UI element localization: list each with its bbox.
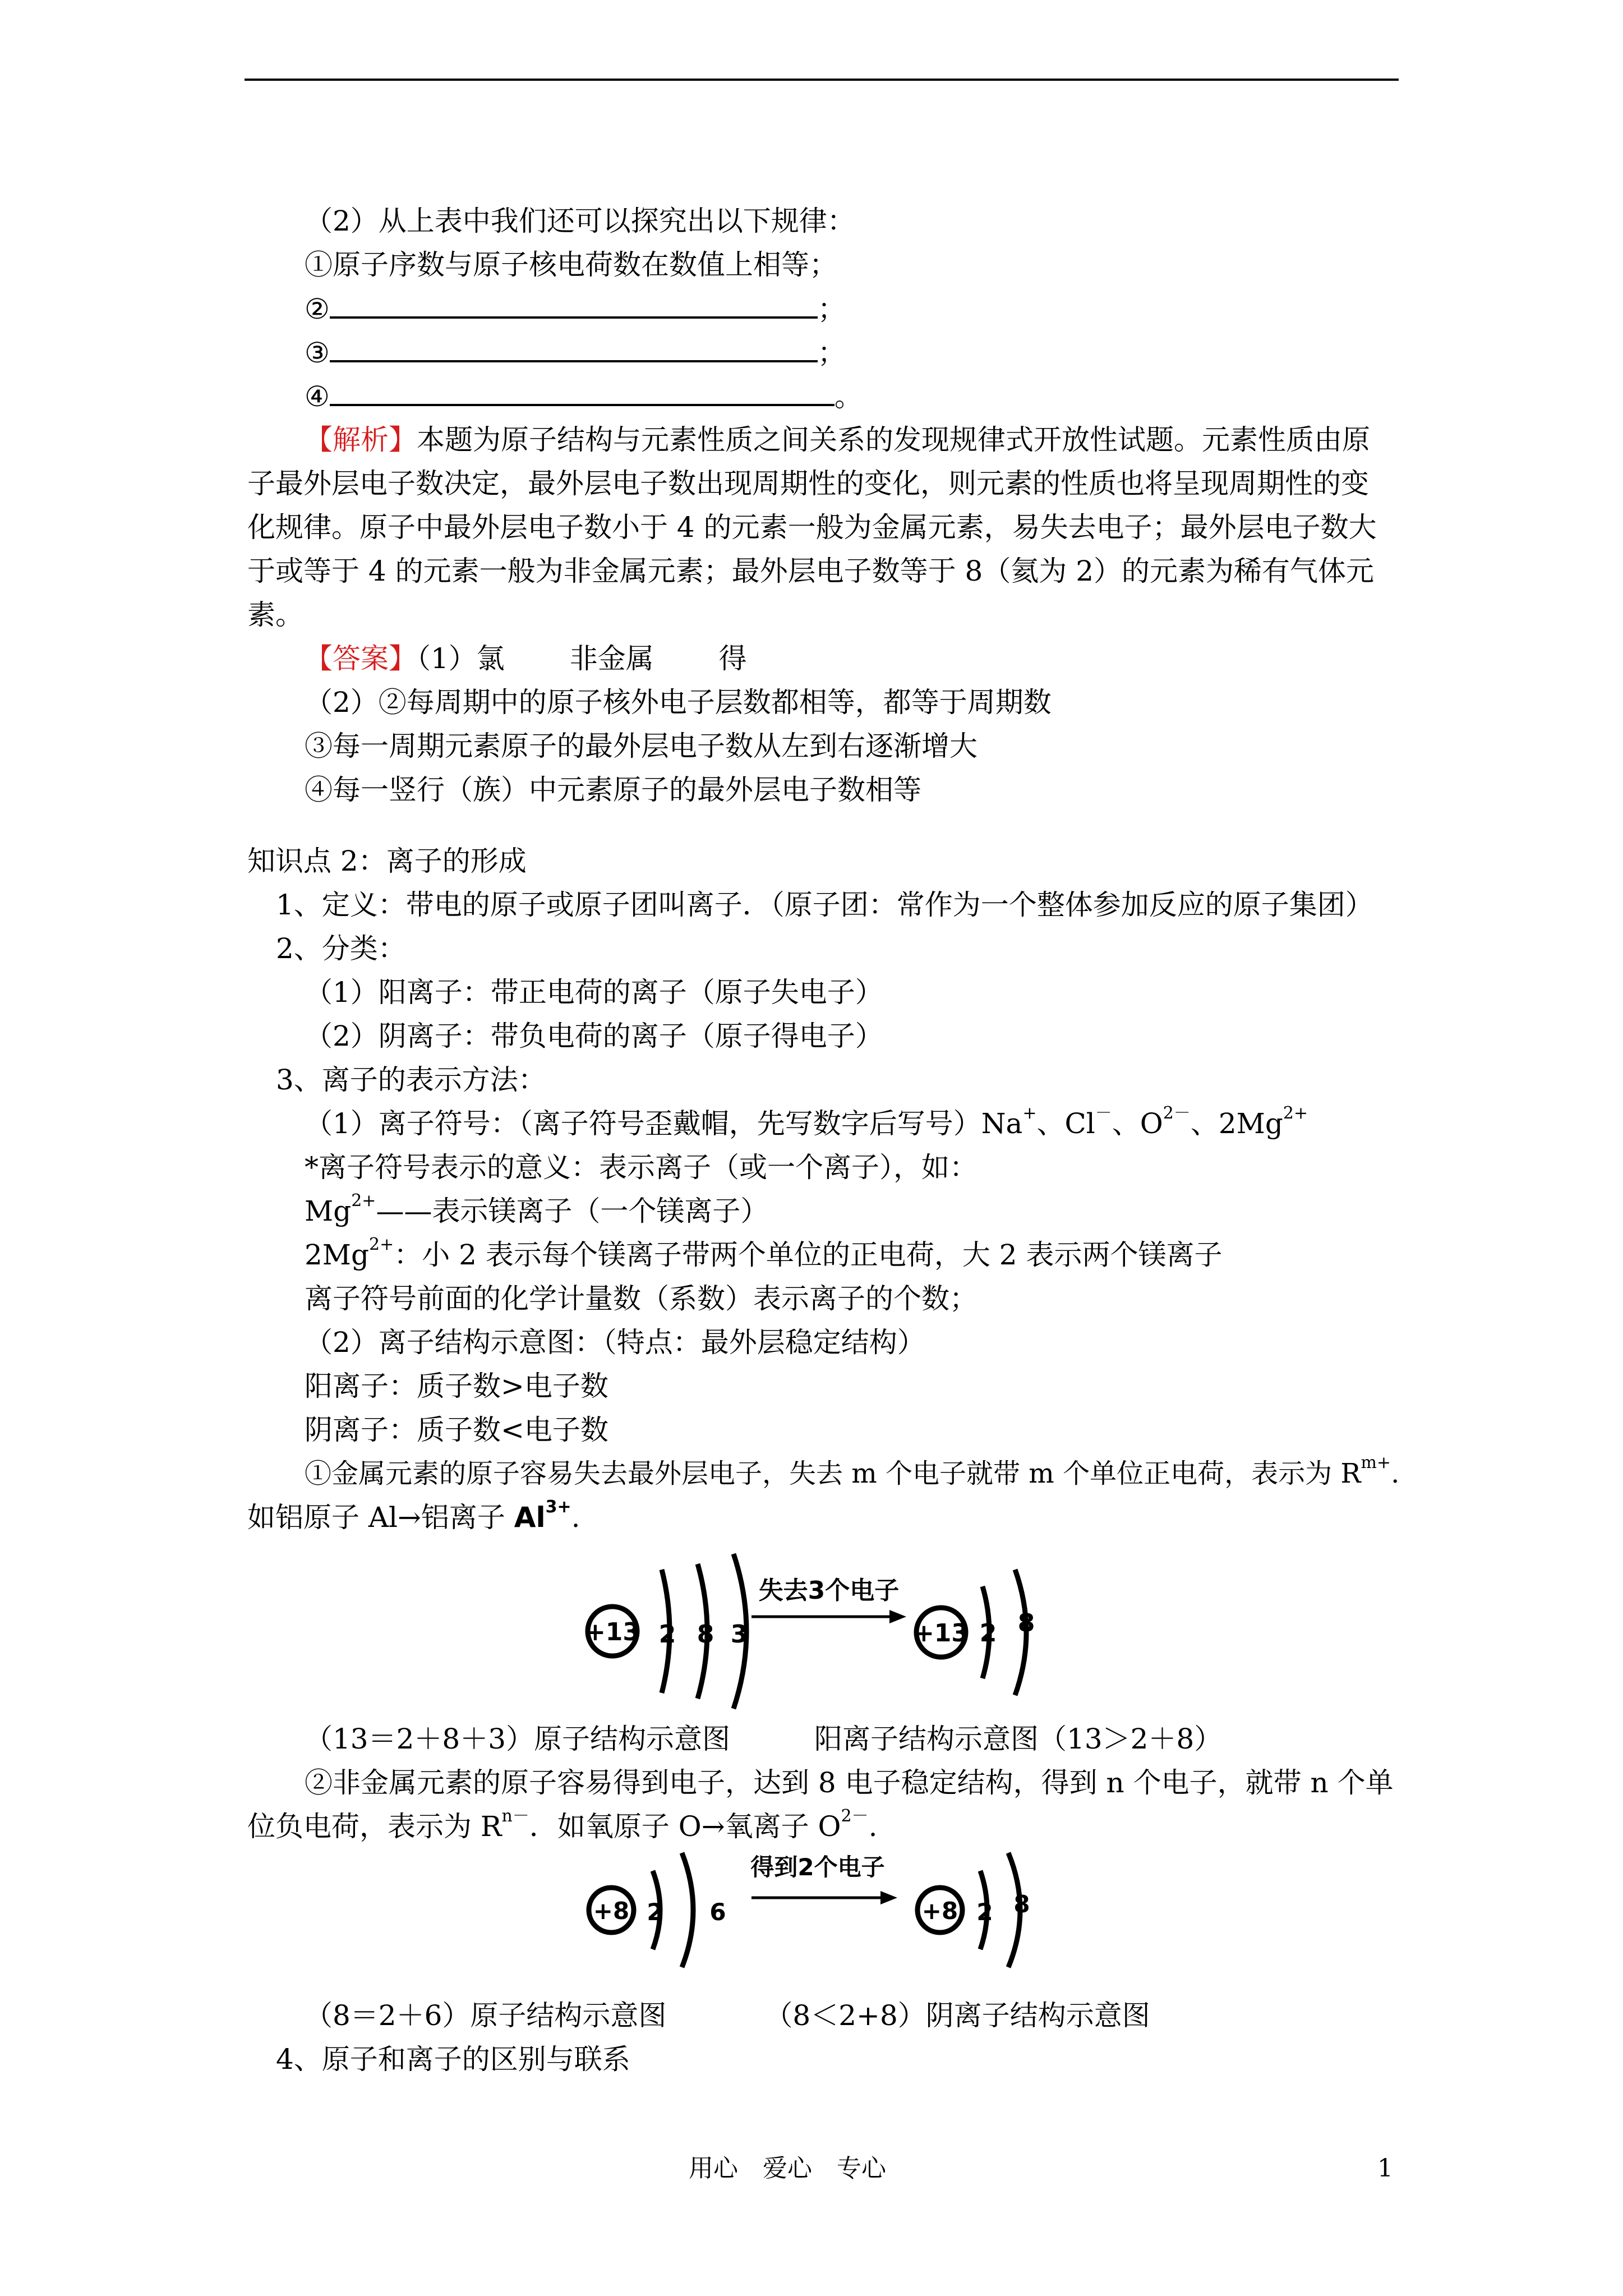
o-ion-diagram: [583, 1843, 1049, 1983]
rule-3-blank: ③ ；: [305, 334, 846, 370]
kp2-method: 3、离子的表示方法：: [276, 1064, 546, 1096]
kp2-al-example: 如铝原子 Al→铝离子 $Al^{3+}$.: [247, 1497, 580, 1534]
kp2-o-example: 位负电荷，表示为 $R^{n-}$．如氧原子 O→氧离子 $O^{2-}$.: [247, 1806, 878, 1843]
al-ion-diagram: [583, 1547, 1066, 1715]
answer-line-1: 【答案】（1）氯 非金属 得: [305, 642, 747, 675]
svg-text:失去3个电子: 失去3个电子: [758, 1576, 900, 1605]
footer-slogan: 用心 爱心 专心: [689, 2154, 886, 2183]
al-diagram-caption: （13＝2＋8＋3）原子结构示意图 阳离子结构示意图（13＞2＋8）: [305, 1723, 1223, 1755]
svg-text:得到2个电子: 得到2个电子: [750, 1853, 885, 1881]
svg-text:+8: +8: [593, 1897, 630, 1925]
rule-intro: （2）从上表中我们还可以探究出以下规律：: [305, 205, 855, 237]
answer-tag: 【答案】: [305, 642, 417, 675]
kp2-classification: 2、分类：: [276, 932, 406, 965]
o-diagram-caption: （8＝2＋6）原子结构示意图 （8＜2+8）阴离子结构示意图: [305, 1999, 1150, 2032]
analysis-line-4: 于或等于 4 的元素一般为非金属元素；最外层电子数等于 8（氦为 2）的元素为稀有气体元: [247, 555, 1375, 587]
kp2-difference: 4、原子和离子的区别与联系: [276, 2043, 630, 2076]
fill-blank: [330, 378, 834, 406]
kp2-2mg-ion: $2Mg^{2+}$：小 2 表示每个镁离子带两个单位的正电荷，大 2 表示两个镁离子: [305, 1235, 1223, 1271]
o-diagram-svg: [583, 1843, 1049, 1983]
fill-blank: [330, 334, 818, 362]
svg-text:+8: +8: [921, 1897, 958, 1925]
rule-4-blank: ④ 。: [305, 378, 863, 414]
kp2-structure: （2）离子结构示意图：（特点：最外层稳定结构）: [305, 1326, 925, 1359]
kp2-mg-ion: $Mg^{2+}——$表示镁离子（一个镁离子）: [305, 1191, 769, 1227]
svg-text:+13: +13: [913, 1619, 969, 1648]
page-number: 1: [1377, 2154, 1393, 2183]
o-atom-shell-2: [682, 1853, 693, 1967]
kp2-anion: （2）阴离子：带负电荷的离子（原子得电子）: [305, 1020, 883, 1052]
analysis-line-1: 【解析】本题为原子结构与元素性质之间关系的发现规律式开放性试题。元素性质由原: [305, 424, 1370, 456]
rule-2-blank: ② ；: [305, 291, 846, 326]
header-rule: [245, 79, 1399, 81]
analysis-line-3: 化规律。原子中最外层电子数小于 4 的元素一般为金属元素，易失去电子；最外层电子数大: [247, 511, 1377, 544]
kp2-metal-rule: ①金属元素的原子容易失去最外层电子，失去 m 个电子就带 m 个单位正电荷，表示为 $R^{m+}$.: [305, 1453, 1400, 1489]
analysis-line-2: 子最外层电子数决定，最外层电子数出现周期性的变化，则元素的性质也将呈现周期性的变: [247, 467, 1369, 500]
kp2-anion-rule: 阴离子：质子数<电子数: [305, 1414, 608, 1446]
analysis-tag: 【解析】: [305, 424, 417, 456]
svg-text:8: 8: [697, 1620, 714, 1649]
answer-line-3: ③每一周期元素原子的最外层电子数从左到右逐渐增大: [305, 730, 978, 762]
kp2-cation-rule: 阳离子：质子数>电子数: [305, 1370, 608, 1402]
rule-1: ①原子序数与原子核电荷数在数值上相等；: [305, 249, 837, 281]
fill-blank: [330, 291, 818, 319]
svg-text:2: 2: [976, 1898, 993, 1926]
al-diagram-svg: [583, 1547, 1066, 1715]
al-arrow-head: [889, 1610, 906, 1623]
svg-text:8: 8: [1013, 1890, 1030, 1918]
svg-text:2: 2: [979, 1619, 997, 1648]
answer-line-4: ④每一竖行（族）中元素原子的最外层电子数相等: [305, 774, 921, 806]
svg-text:6: 6: [709, 1898, 726, 1926]
answer-line-2: （2）②每周期中的原子核外电子层数都相等，都等于周期数: [305, 686, 1052, 719]
analysis-line-5: 素。: [247, 599, 303, 631]
kp2-cation: （1）阳离子：带正电荷的离子（原子失电子）: [305, 976, 883, 1009]
svg-text:3: 3: [730, 1620, 748, 1649]
svg-text:+13: +13: [584, 1618, 640, 1646]
kp2-meaning: *离子符号表示的意义：表示离子（或一个离子），如：: [305, 1151, 978, 1184]
svg-text:2: 2: [647, 1898, 663, 1926]
kp2-definition: 1、定义：带电的原子或原子团叫离子．（原子团：常作为一个整体参加反应的原子集团）: [276, 889, 1373, 921]
kp2-title: 知识点 2：离子的形成: [247, 845, 527, 877]
kp2-ion-symbols: （1）离子符号：（离子符号歪戴帽，先写数字后写号）Na+、Cl－、$O^{2-}$、$2Mg^{2+}$: [305, 1103, 1308, 1140]
o-arrow-head: [880, 1891, 897, 1904]
kp2-nonmetal-rule: ②非金属元素的原子容易得到电子，达到 8 电子稳定结构，得到 n 个电子，就带 n 个单: [305, 1766, 1394, 1799]
svg-text:8: 8: [1017, 1609, 1035, 1637]
kp2-coefficient: 离子符号前面的化学计量数（系数）表示离子的个数；: [305, 1282, 978, 1315]
svg-text:2: 2: [658, 1620, 676, 1649]
